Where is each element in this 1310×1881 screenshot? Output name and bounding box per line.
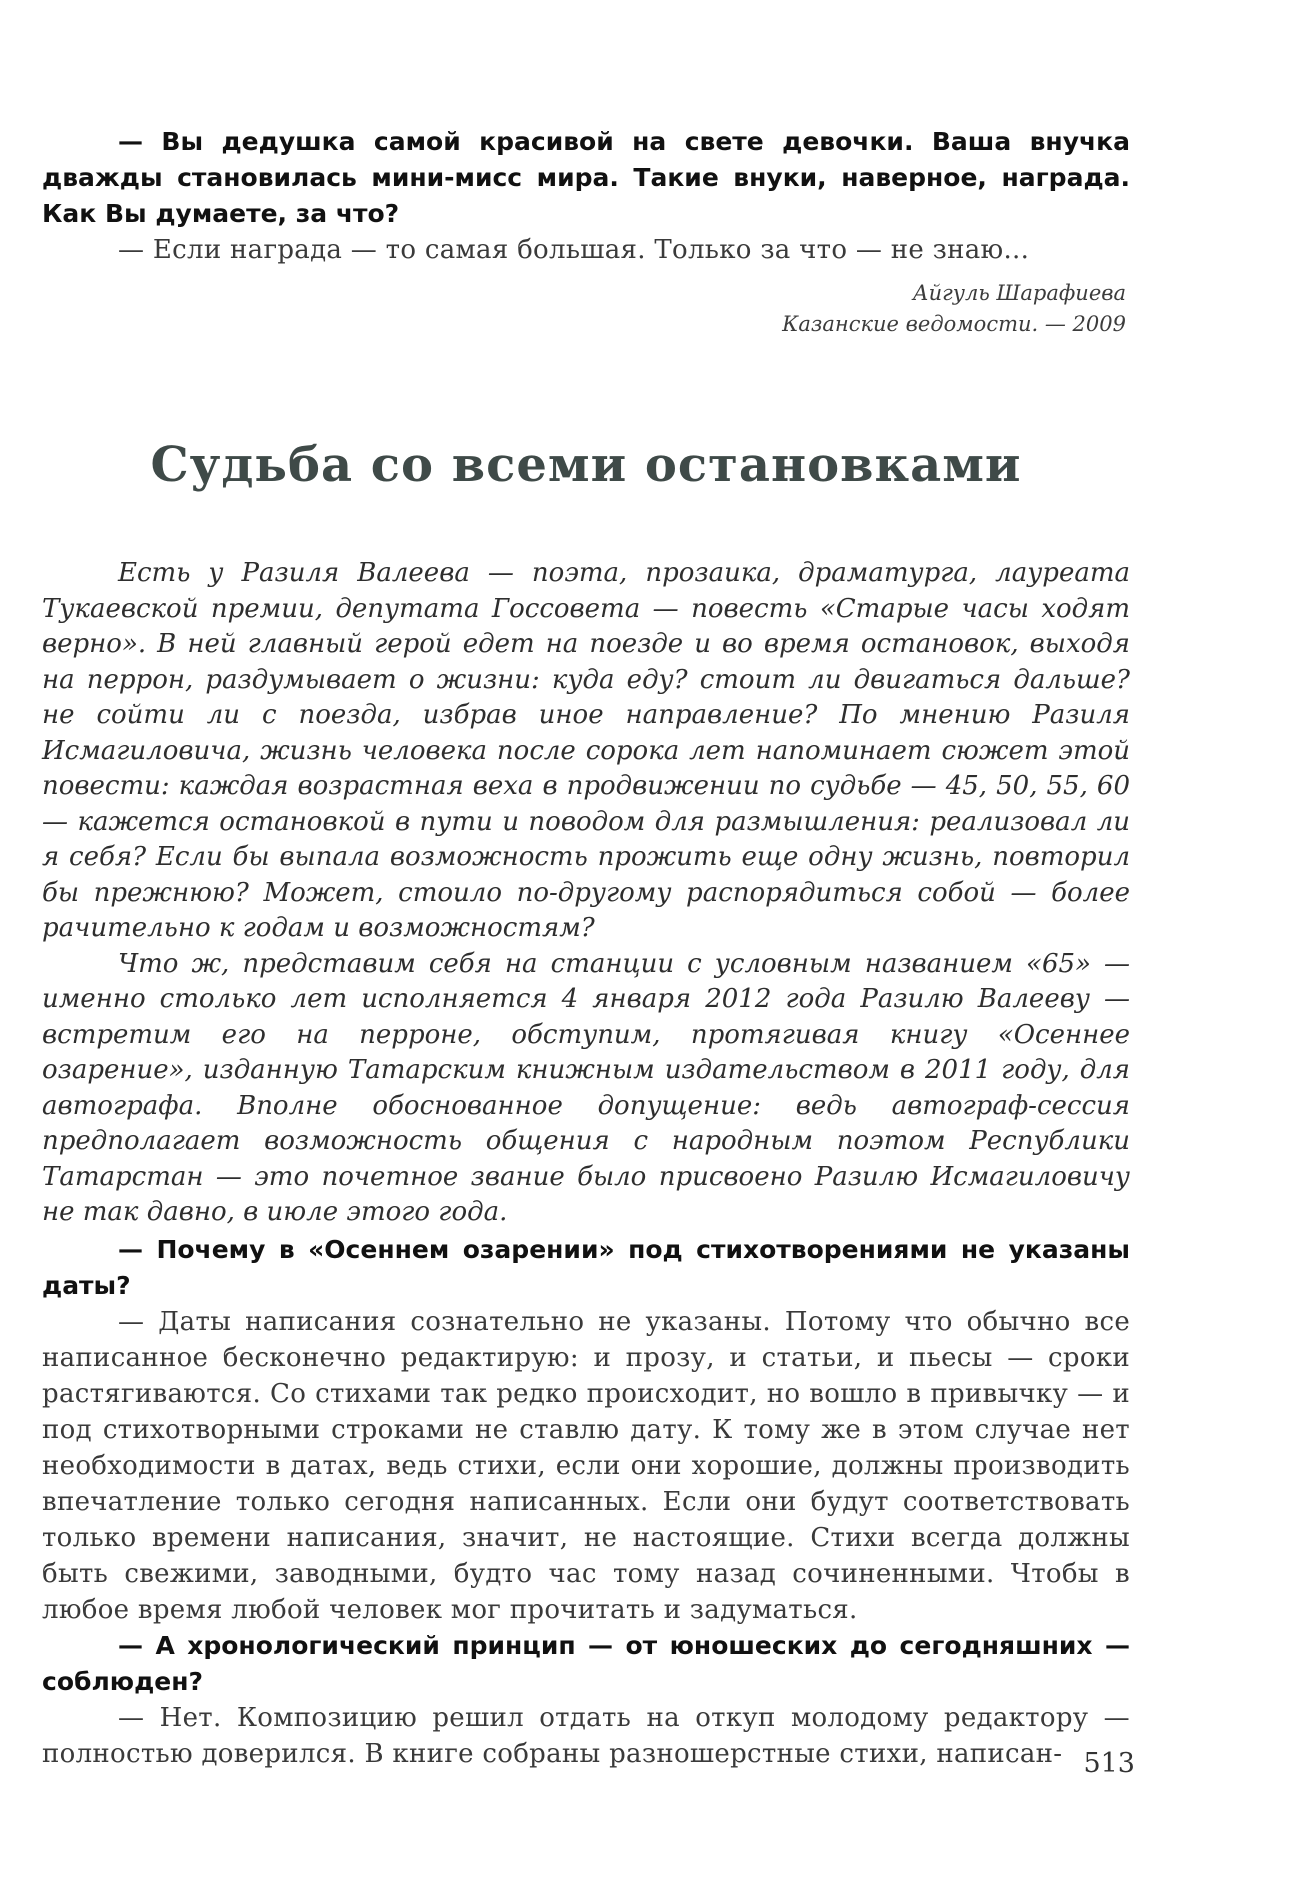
interview-question: — Вы дедушка самой красивой на свете девочки. Ваша внучка дважды становилась мини-мисс мира. Такие внуки, наверное, награда. Как Вы думаете, за что? xyxy=(42,127,1130,228)
article-intro xyxy=(42,556,1130,1231)
byline xyxy=(42,278,1126,340)
article-header xyxy=(42,435,1130,495)
article-title: Судьба со всеми остановками xyxy=(150,437,1022,493)
question-2: — А хронологический принцип — от юношеских до сегодняшних — соблюден? xyxy=(42,1631,1130,1696)
byline-author: Айгуль Шарафиева xyxy=(912,281,1126,305)
intro-paragraph-2: Что ж, представим себя на станции с условным названием «65» — именно столько лет исполняется 4 января 2012 года Разилю Валееву — встретим его на перроне, обступим, протягивая книгу «Осеннее озарение», изданную Татарским книжным издательством в 2011 году, для автографа. Вполне обоснованное допущение: ведь автограф-сессия предполагает возможность общения с народным поэтом Республики Татарстан — это почетное звание было присвоено Разилю Исмагиловичу не так давно, в июле этого года. xyxy=(42,948,1130,1227)
interview-answer: — Если награда — то самая большая. Только за что — не знаю... xyxy=(118,235,1030,265)
previous-article-ending xyxy=(42,124,1130,268)
page-number: 513 xyxy=(1083,1748,1135,1779)
intro-paragraph-1: Есть у Разиля Валеева — поэта, прозаика, драматурга, лауреата Тукаевской премии, депутата Госсовета — повесть «Старые часы ходят верно». В ней главный герой едет на поезде и во время остановок, выходя на перрон, раздумывает о жизни: куда еду? стоит ли двигаться дальше? не сойти ли с поезда, избрав иное направление? По мнению Разиля Исмагиловича, жизнь человека после сорока лет напоминает сюжет этой повести: каждая возрастная веха в продвижении по судьбе — 45, 50, 55, 60 — кажется остановкой в пути и поводом для размышления: реализовал ли я себя? Если бы выпала возможность прожить еще одну жизнь, повторил бы прежнюю? Может, стоило по-другому распорядиться собой — более рачительно к годам и возможностям? xyxy=(42,558,1130,943)
answer-2: — Нет. Композицию решил отдать на откуп молодому редактору — полностью доверился. В книге собраны разношерстные стихи, написан- xyxy=(42,1703,1130,1769)
article-interview xyxy=(42,1232,1130,1772)
question-1: — Почему в «Осеннем озарении» под стихотворениями не указаны даты? xyxy=(42,1235,1130,1300)
byline-source: Казанские ведомости. — 2009 xyxy=(782,312,1126,336)
answer-1: — Даты написания сознательно не указаны. Потому что обычно все написанное бесконечно редактирую: и прозу, и статьи, и пьесы — сроки растягиваются. Со стихами так редко происходит, но вошло в привычку — и под стихотворными строками не ставлю дату. К тому же в этом случае нет необходимости в датах, ведь стихи, если они хорошие, должны производить впечатление только сегодня написанных. Если они будут соответствовать только времени написания, значит, не настоящие. Стихи всегда должны быть свежими, заводными, будто час тому назад сочиненными. Чтобы в любое время любой человек мог прочитать и задуматься. xyxy=(42,1307,1130,1625)
